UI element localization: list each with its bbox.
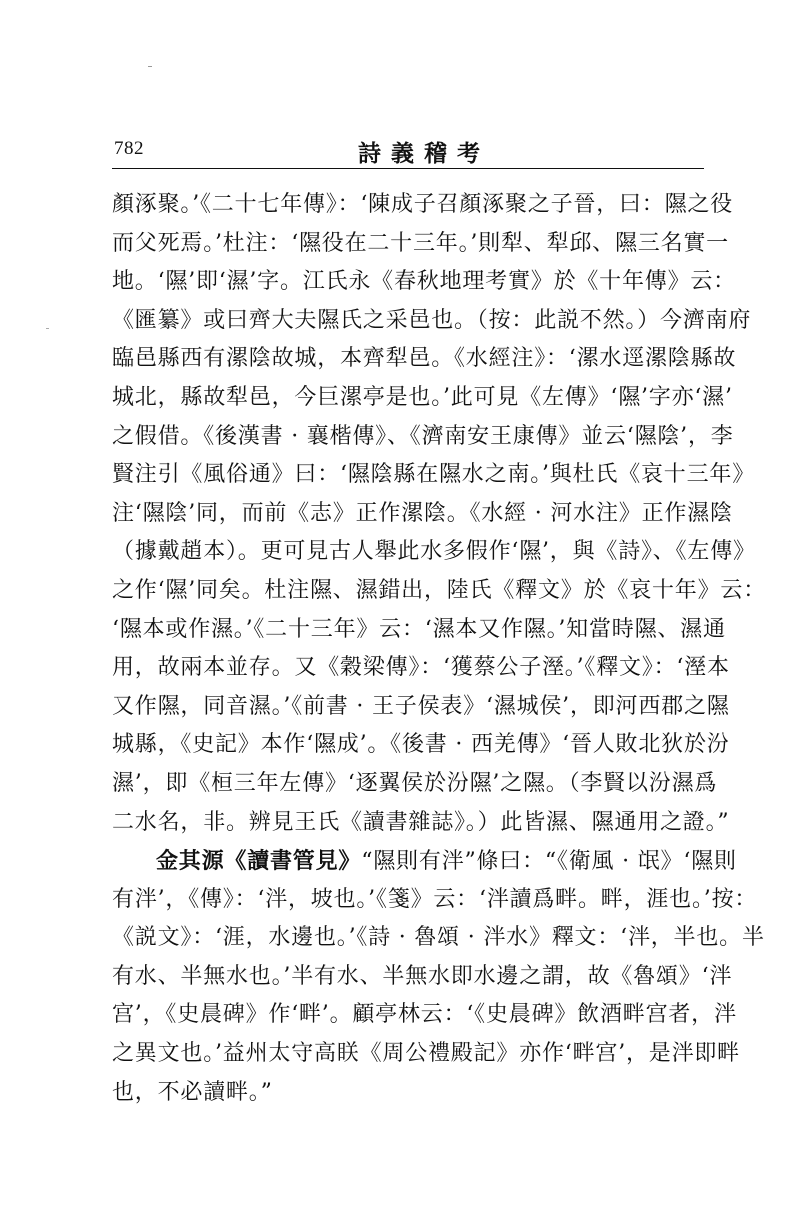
scan-speck — [148, 66, 152, 67]
line-continuation: “隰則有泮”條曰：“《衛風 · 氓》‘隰則 — [361, 849, 737, 875]
text-line: 城縣，《史記》本作‘隰成’。《後書 · 西羌傳》‘晉人敗北狄於汾 — [112, 732, 730, 758]
scan-speck — [46, 328, 49, 329]
text-line: 之異文也。’益州太守高眹《周公禮殿記》亦作‘畔宫’，是泮即畔 — [112, 1041, 740, 1067]
text-line: ‘隰本或作濕。’《二十三年》云：‘濕本又作隰。’知當時隰、濕通 — [112, 616, 726, 642]
text-line: 《説文》：‘涯，水邊也。’《詩 · 魯頌 · 泮水》釋文：‘泮，半也。半 — [112, 925, 765, 951]
text-line: 地。‘隰’即‘濕’字。江氏永《春秋地理考實》於《十年傳》云： — [112, 269, 736, 295]
text-line: 顏涿聚。’《二十七年傳》：‘陳成子召顏涿聚之子晉，曰：隰之役 — [112, 192, 733, 217]
text-line: 用，故兩本並存。又《穀梁傳》：‘獲蔡公子溼。’《釋文》：‘溼本 — [112, 655, 730, 681]
text-line: 賢注引《風俗通》曰：‘隰陰縣在隰水之南。’與杜氏《哀十三年》 — [112, 462, 755, 488]
page-header — [112, 134, 702, 168]
running-title: 詩義稽考 — [358, 140, 490, 167]
text-line: 之作‘隰’同矣。杜注隰、濕錯出，陸氏《釋文》於《哀十年》云： — [112, 577, 766, 603]
text-line: 而父死焉。’杜注：‘隰役在二十三年。’則犁、犁邱、隰三名實一 — [112, 230, 729, 256]
text-line: 注‘隰陰’同，而前《志》正作漯陰。《水經 · 河水注》正作濕陰 — [112, 500, 733, 526]
text-line — [112, 842, 737, 881]
header-rule — [112, 168, 704, 169]
text-line: 也，不必讀畔。” — [112, 1079, 273, 1105]
text-line: 二水名，非。辨見王氏《讀書雜誌》。）此皆濕、隰通用之證。” — [112, 809, 730, 835]
text-line: （據戴趙本）。更可見古人舉此水多假作‘隰’，與《詩》、《左傳》 — [112, 539, 756, 565]
text-line: 有泮’，《傳》：‘泮，坡也。’《箋》云：‘泮讀爲畔。畔，涯也。’按： — [112, 886, 758, 912]
cited-work-title: 金其源《讀書管見》 — [156, 848, 362, 875]
main-text — [112, 186, 766, 1112]
text-line: 有水、半無水也。’半有水、半無水即水邊之謂，故《魯頌》‘泮 — [112, 963, 733, 989]
text-line: 宫’，《史晨碑》作‘畔’。顧亭林云：‘《史晨碑》飲酒畔宫者，泮 — [112, 1002, 737, 1028]
text-line: 臨邑縣西有漯陰故城，本齊犁邑。《水經注》：‘漯水逕漯陰縣故 — [112, 346, 737, 372]
text-line: 《匯纂》或曰齊大夫隰氏之采邑也。（按：此説不然。）今濟南府 — [112, 307, 752, 333]
paragraph-1 — [112, 186, 766, 842]
paragraph-2 — [112, 842, 765, 1112]
text-line: 城北，縣故犁邑，今巨漯亭是也。’此可見《左傳》‘隰’字亦‘濕’ — [112, 384, 733, 410]
page-number: 782 — [114, 138, 144, 159]
text-line: 濕’，即《桓三年左傳》‘逐翼侯於汾隰’之隰。（李賢以汾濕爲 — [112, 770, 718, 796]
text-line: 又作隰，同音濕。’《前書 · 王子侯表》‘濕城侯’，即河西郡之隰 — [112, 693, 730, 719]
text-line: 之假借。《後漢書 · 襄楷傳》、《濟南安王康傳》並云‘隰陰’，李 — [112, 423, 734, 449]
